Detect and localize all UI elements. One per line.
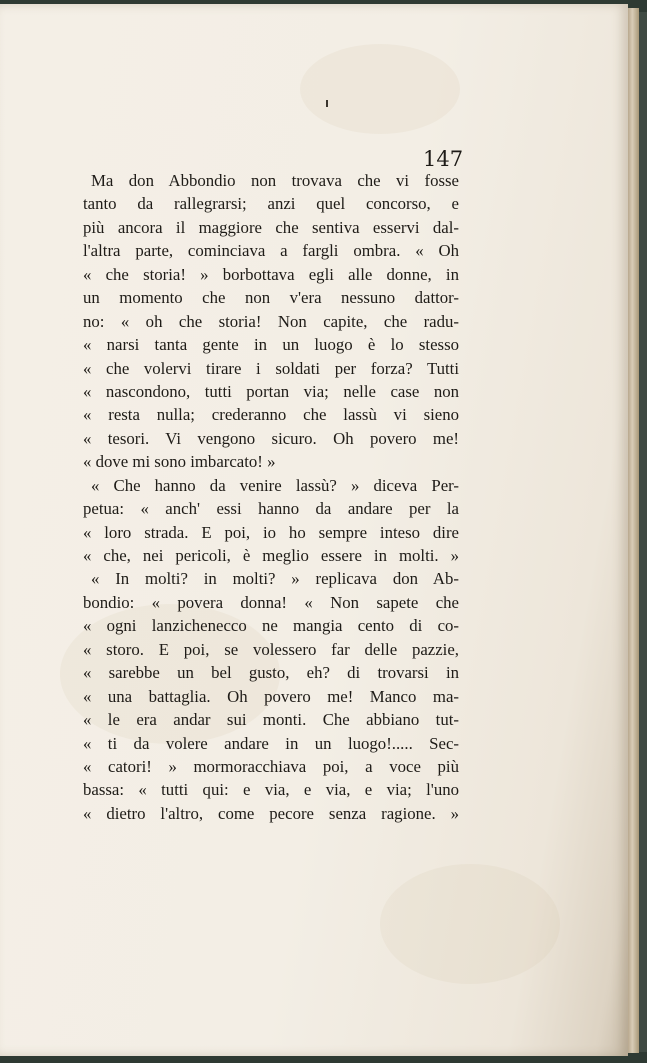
text-line: « una battaglia. Oh povero me! Manco ma- [83,686,459,706]
text-line: bassa: « tutti qui: e via, e via, e via; l'uno [83,780,459,800]
text-line: « Che hanno da venire lassù? » diceva Per- [91,475,459,495]
text-line: no: « oh che storia! Non capite, che radu- [83,311,459,331]
text-line: tanto da rallegrarsi; anzi quel concorso, e [83,194,459,214]
text-line: « storo. E poi, se volessero far delle pazzie, [83,639,459,659]
text-line: « dietro l'altro, come pecore senza ragione. » [83,803,459,823]
text-line: « narsi tanta gente in un luogo è lo stesso [83,335,459,355]
text-line: « tesori. Vi vengono sicuro. Oh povero me! [83,428,459,448]
text-line: petua: « anch' essi hanno da andare per la [83,499,459,519]
text-line: più ancora il maggiore che sentiva esservi dal- [83,217,459,237]
text-line: « che volervi tirare i soldati per forza? Tutti [83,358,459,378]
text-line: « nascondono, tutti portan via; nelle case non [83,381,459,401]
text-line: un momento che non v'era nessuno dattor- [83,288,459,308]
page-number: 147 [423,147,464,171]
page-body-text [83,169,459,825]
text-line: « resta nulla; crederanno che lassù vi sieno [83,405,459,425]
text-line: « In molti? in molti? » replicava don Ab- [91,569,459,589]
text-line: « le era andar sui monti. Che abbiano tut- [83,710,459,730]
text-line: « che, nei pericoli, è meglio essere in molti. » [83,546,459,565]
text-line: Ma don Abbondio non trovava che vi fosse [91,171,459,190]
text-line: bondio: « povera donna! « Non sapete che [83,592,459,612]
text-line: « dove mi sono imbarcato! » [83,452,276,472]
ink-mark [326,100,328,107]
text-line: « sarebbe un bel gusto, eh? di trovarsi in [83,663,459,683]
paper-stain [300,44,460,134]
paper-stain [380,864,560,984]
text-line: « ti da volere andare in un luogo!..... Sec- [83,733,459,753]
text-line: « ogni lanzichenecco ne mangia cento di co- [83,616,459,636]
book-cover-edge [639,12,647,1052]
text-line: « loro strada. E poi, io ho sempre inteso dire [83,522,459,542]
book-page [0,4,628,1056]
text-line: l'altra parte, cominciava a fargli ombra. « Oh [83,241,459,261]
page-edge [628,8,639,1053]
text-line: « che storia! » borbottava egli alle donne, in [83,264,459,284]
text-line: « catori! » mormoracchiava poi, a voce più [83,756,459,776]
